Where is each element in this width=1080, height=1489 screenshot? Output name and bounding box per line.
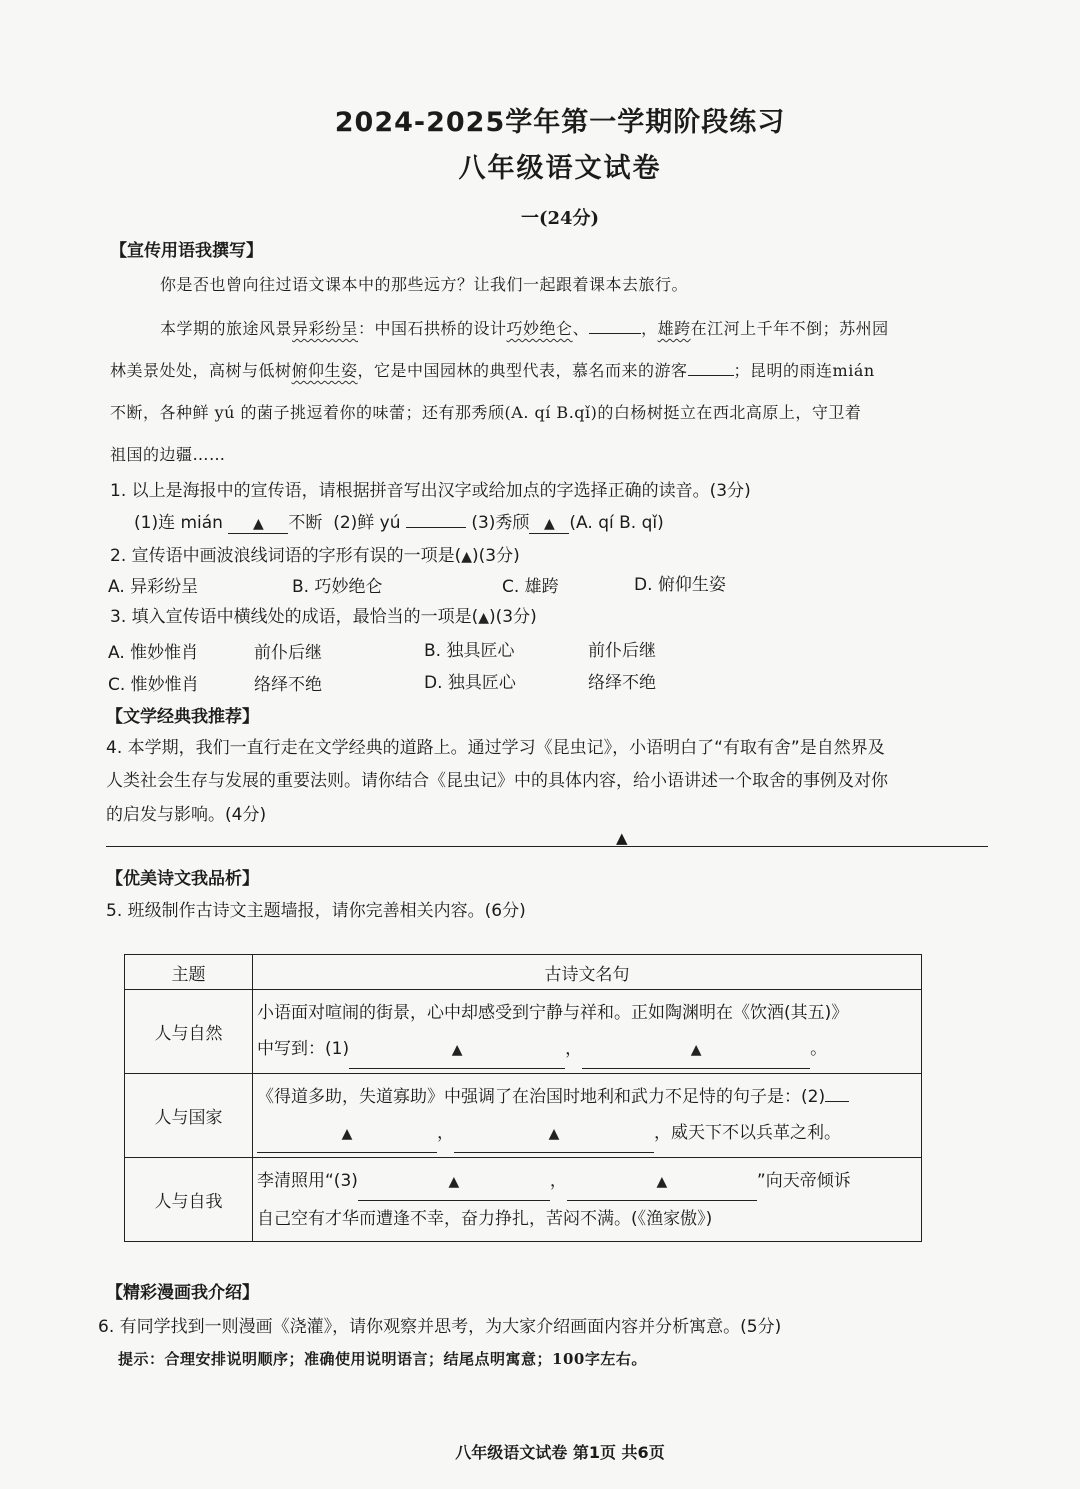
poster-line-4: 祖国的边疆…… <box>110 445 226 464</box>
answer-blank-5-1a[interactable]: ▲ <box>349 1031 565 1069</box>
question-6: 6. 有同学找到一则漫画《浇灌》，请你观察并思考，为大家介绍画面内容并分析寓意。(5分) <box>98 1317 782 1337</box>
wavy-word-3: 雄跨 <box>657 319 691 338</box>
section-heading-poetry: 【优美诗文我品析】 <box>106 869 259 889</box>
wavy-word-4: 俯仰生姿 <box>291 361 358 380</box>
table-row <box>125 1074 922 1158</box>
answer-blank-5-2-lead[interactable] <box>825 1101 849 1102</box>
table-header-lines: 古诗文名句 <box>253 955 922 990</box>
question-1-blanks: (1)连 mián ▲ 不断 (2)鲜 yú (3)秀颀 ▲ (A. qí B. qǐ) <box>134 513 664 533</box>
poster-blank-1[interactable] <box>589 333 641 334</box>
q2-option-a[interactable]: A. 异彩纷呈 <box>108 577 199 597</box>
section-heading-comic: 【精彩漫画我介绍】 <box>106 1283 259 1303</box>
q3-option-b-second: 前仆后继 <box>588 641 656 661</box>
question-3: 3. 填入宣传语中横线处的成语，最恰当的一项是(▲)(3分) <box>110 607 537 627</box>
q3-option-d[interactable]: D. 独具匠心 <box>424 673 516 693</box>
poster-intro: 你是否也曾向往过语文课本中的那些远方？让我们一起跟着课本去旅行。 <box>160 275 689 294</box>
section-heading-slogan: 【宣传用语我撰写】 <box>110 241 263 261</box>
question-4-line-2: 人类社会生存与发展的重要法则。请你结合《昆虫记》中的具体内容，给小语讲述一个取舍的事例及对你 <box>106 771 888 791</box>
q3-option-a[interactable]: A. 惟妙惟肖 <box>108 643 199 663</box>
question-1: 1. 以上是海报中的宣传语，请根据拼音写出汉字或给加点的字选择正确的读音。(3分) <box>110 481 751 501</box>
theme-cell: 人与国家 <box>125 1074 253 1158</box>
q2-option-d[interactable]: D. 俯仰生姿 <box>634 575 726 595</box>
answer-blank-1-1[interactable]: ▲ <box>228 513 288 534</box>
wavy-word-1: 异彩纷呈 <box>292 319 359 338</box>
theme-cell: 人与自然 <box>125 990 253 1074</box>
answer-marker-2[interactable]: ▲ <box>461 549 473 565</box>
poster-line-1: 本学期的旅途风景异彩纷呈：中国石拱桥的设计巧妙绝仑、 ，雄跨在江河上千年不倒；苏州园 <box>160 319 889 338</box>
q3-option-c-second: 络绎不绝 <box>254 675 322 695</box>
answer-blank-5-1b[interactable]: ▲ <box>582 1031 810 1069</box>
part-number: 一(24分) <box>520 208 600 229</box>
poster-line-3: 不断，各种鲜 yú 的菌子挑逗着你的味蕾；还有那秀颀(A. qí B.qǐ)的白杨树挺立在西北高原上，守卫着 <box>110 403 862 422</box>
q3-option-c[interactable]: C. 惟妙惟肖 <box>108 675 199 695</box>
answer-blank-1-2[interactable] <box>406 527 466 528</box>
wavy-word-2: 巧妙绝仑 <box>506 319 573 338</box>
q2-option-b[interactable]: B. 巧妙绝仑 <box>292 577 383 597</box>
answer-line-4[interactable] <box>106 846 988 847</box>
answer-blank-1-3[interactable]: ▲ <box>529 513 569 534</box>
poster-blank-2[interactable] <box>688 375 734 376</box>
answer-blank-5-2a[interactable]: ▲ <box>257 1115 437 1153</box>
answer-marker-4: ▲ <box>616 829 628 847</box>
lines-cell: 小语面对喧闹的街景，心中却感受到宁静与祥和。正如陶渊明在《饮酒(其五)》 中写到：(1) ▲ ， ▲ 。 <box>253 990 922 1074</box>
theme-cell: 人与自我 <box>125 1158 253 1242</box>
poetry-table <box>124 954 922 1242</box>
answer-marker-3[interactable]: ▲ <box>478 610 490 626</box>
table-header-row <box>125 955 922 990</box>
table-row <box>125 990 922 1074</box>
q3-option-a-second: 前仆后继 <box>254 643 322 663</box>
question-4-line-3: 的启发与影响。(4分) <box>106 805 267 825</box>
answer-blank-5-3a[interactable]: ▲ <box>358 1163 550 1201</box>
poster-line-2: 林美景处处，高树与低树俯仰生姿，它是中国园林的典型代表，慕名而来的游客 ；昆明的雨连mián <box>110 361 875 380</box>
question-4-line-1: 4. 本学期，我们一直行走在文学经典的道路上。通过学习《昆虫记》，小语明白了“有取有舍”是自然界及 <box>106 738 885 758</box>
table-header-theme: 主题 <box>125 955 253 990</box>
section-heading-classics: 【文学经典我推荐】 <box>106 707 259 727</box>
q2-option-c[interactable]: C. 雄跨 <box>502 577 559 597</box>
q3-option-b[interactable]: B. 独具匠心 <box>424 641 515 661</box>
question-2: 2. 宣传语中画波浪线词语的字形有误的一项是(▲)(3分) <box>110 546 520 566</box>
answer-blank-5-3b[interactable]: ▲ <box>567 1163 757 1201</box>
answer-blank-5-2b[interactable]: ▲ <box>454 1115 654 1153</box>
table-row <box>125 1158 922 1242</box>
lines-cell: 《得道多助，失道寡助》中强调了在治国时地利和武力不足恃的句子是：(2) ▲ ， ▲ ，威天下不以兵革之利。 <box>253 1074 922 1158</box>
exam-subtitle: 八年级语文试卷 <box>458 153 662 184</box>
exam-title: 2024-2025学年第一学期阶段练习 <box>334 107 786 138</box>
question-6-tip: 提示：合理安排说明顺序；准确使用说明语言；结尾点明寓意；100字左右。 <box>118 1350 647 1368</box>
q3-option-d-second: 络绎不绝 <box>588 673 656 693</box>
lines-cell: 李清照用“(3) ▲ ， ▲ ”向天帝倾诉 自己空有才华而遭逢不幸，奋力挣扎，苦闷不满。(《渔家傲》) <box>253 1158 922 1242</box>
question-5: 5. 班级制作古诗文主题墙报，请你完善相关内容。(6分) <box>106 901 526 921</box>
page-footer: 八年级语文试卷 第1页 共6页 <box>455 1443 665 1462</box>
